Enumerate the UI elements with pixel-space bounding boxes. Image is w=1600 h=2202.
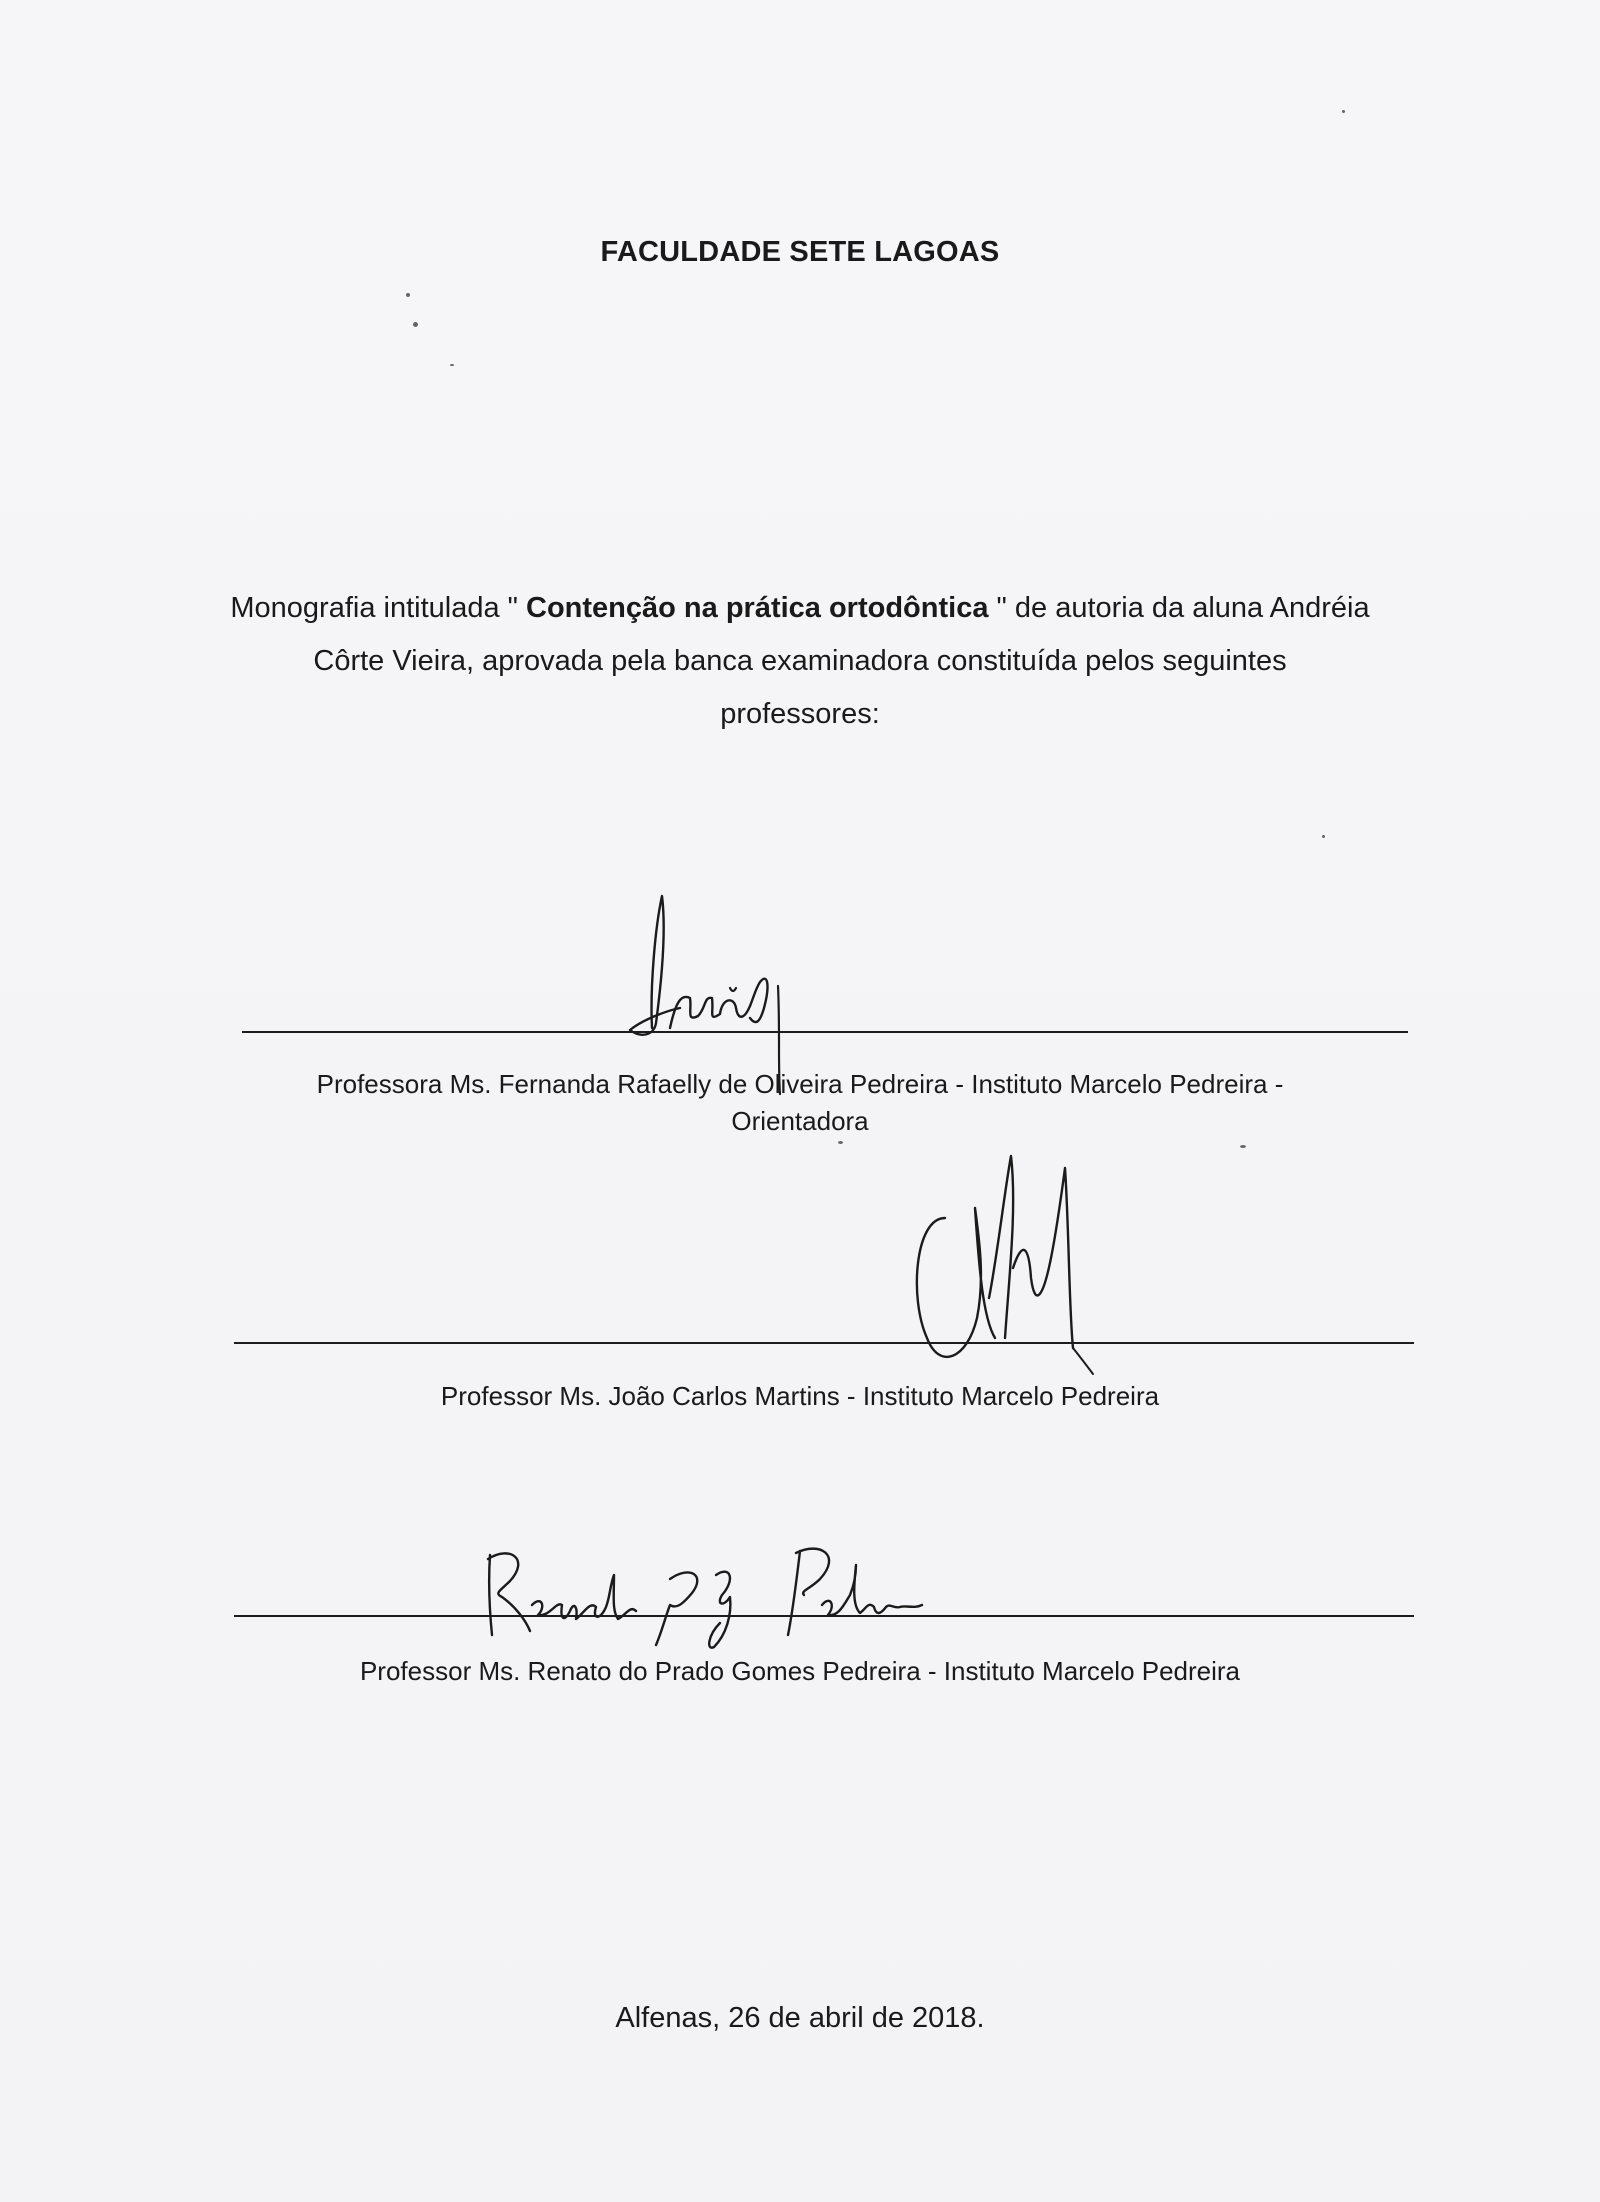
signature-line-2 [234,1342,1414,1344]
document-date: Alfenas, 26 de abril de 2018. [615,2002,985,2034]
signature-line-1 [242,1031,1408,1033]
scan-speck [838,1141,843,1144]
monograph-title: Contenção na prática ortodôntica [526,592,989,624]
signatory-caption-3: Professor Ms. Renato do Prado Gomes Pedreira - Instituto Marcelo Pedreira [359,1656,1241,1686]
institution-name: FACULDADE SETE LAGOAS [600,236,1000,268]
approval-prefix: Monografia intitulada " [230,592,527,624]
scan-speck [450,364,454,366]
approval-statement [230,582,1370,741]
scan-speck [1240,1145,1246,1148]
scan-speck [406,293,410,297]
scan-speck [413,322,418,327]
approval-suffix: " de autoria da aluna Andréia Côrte Vieira, aprovada pela banca examinadora constituída pelos seguintes professores: [313,592,1370,730]
scan-speck [1342,110,1345,113]
signature-line-3 [234,1615,1414,1617]
scan-speck [1322,835,1325,838]
signatory-caption-2: Professor Ms. João Carlos Martins - Instituto Marcelo Pedreira [440,1381,1160,1411]
signature-3 [470,1535,930,1655]
signatory-caption-1: Professora Ms. Fernanda Rafaelly de Oliveira Pedreira - Instituto Marcelo Pedreira - Orientadora [316,1069,1284,1136]
